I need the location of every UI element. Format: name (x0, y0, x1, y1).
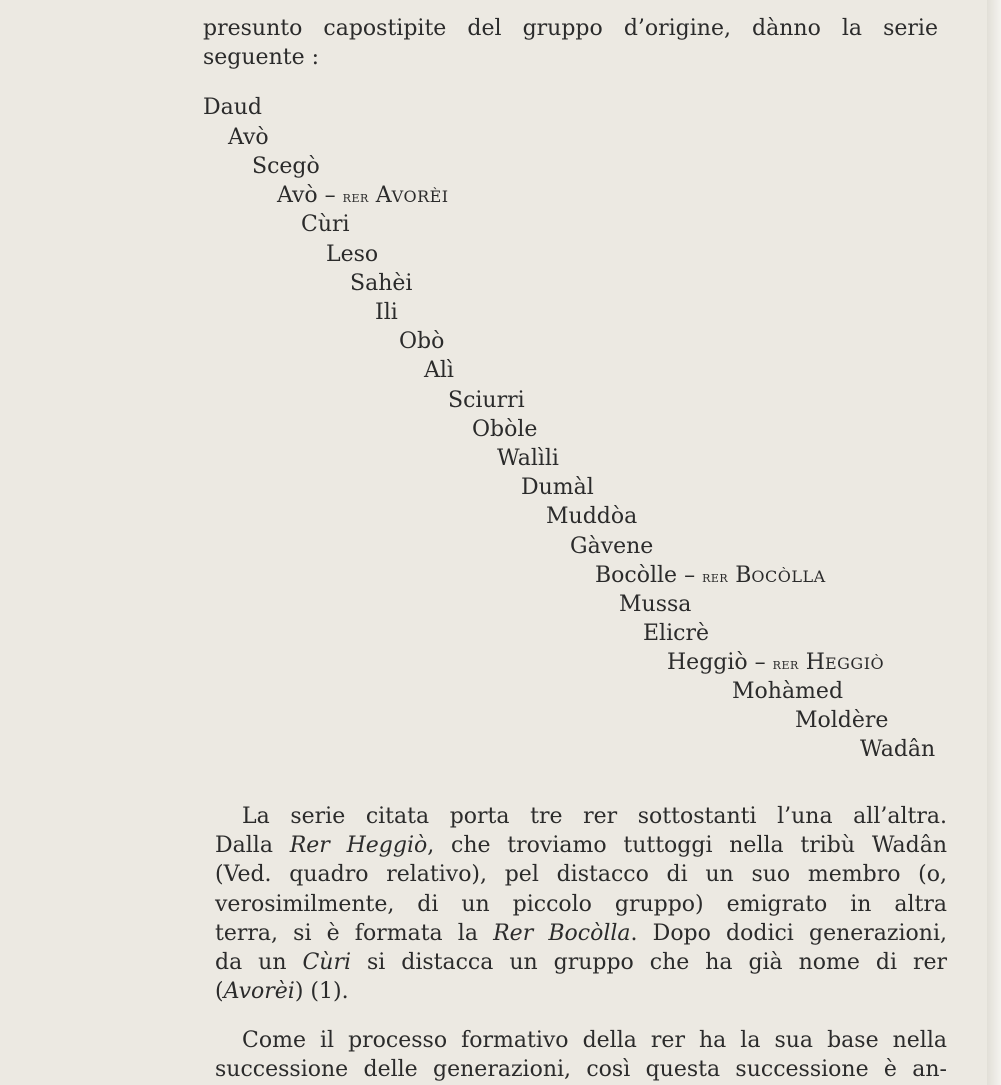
genealogy-entry: Moldère (795, 708, 889, 733)
paragraph-2-line-1: Come il processo formativo della rer ha la sua base nella (242, 1028, 947, 1053)
paragraph-1-line-7: (Avorèi) (1). (215, 979, 349, 1004)
rer-label: rer (772, 654, 799, 673)
paragraph-1-line-1: La serie citata porta tre rer sottostanti l’una all’altra. (242, 804, 947, 829)
genealogy-entry (595, 561, 826, 592)
genealogy-entry: Gàvene (570, 534, 654, 559)
rer-name-rest: OCÒLLA (751, 567, 826, 586)
genealogy-entry: Dumàl (521, 475, 594, 500)
rer-label: rer (342, 187, 369, 206)
genealogy-entry: Scegò (252, 154, 320, 179)
paragraph-1-line-6: da un Cùri si distacca un gruppo che ha già nome di rer (215, 950, 947, 975)
intro-line-1: presunto capostipite del gruppo d’origine, dànno la serie (203, 16, 938, 41)
rer-label: rer (702, 567, 729, 586)
paragraph-1-line-2: Dalla Rer Heggiò, che troviamo tuttoggi nella tribù Wadân (215, 833, 947, 858)
genealogy-name: Bocòlle (595, 563, 678, 588)
genealogy-entry: Obò (399, 329, 445, 354)
rer-name-cap: A (375, 183, 392, 208)
genealogy-entry: Daud (203, 95, 263, 120)
genealogy-separator: – (747, 650, 773, 675)
genealogy-entry: Ili (375, 300, 398, 325)
genealogy-entry: Avò (228, 125, 269, 150)
genealogy-entry: Cùri (301, 212, 350, 237)
page-edge-shadow (987, 0, 1001, 1085)
genealogy-name: Heggiò (667, 650, 748, 675)
paragraph-1-line-3: (Ved. quadro relativo), pel distacco di un suo membro (o, (215, 862, 947, 887)
genealogy-entry: Alì (424, 358, 454, 383)
rer-name-rest: VORÈI (391, 187, 449, 206)
genealogy-entry: Wadân (860, 737, 936, 762)
paragraph-2-line-2: successione delle generazioni, così questa successione è an- (215, 1057, 947, 1082)
genealogy-entry: Sahèi (350, 271, 413, 296)
rer-name-cap: B (735, 563, 752, 588)
genealogy-separator: – (317, 183, 343, 208)
genealogy-entry: Mohàmed (732, 679, 844, 704)
genealogy-entry: Elicrè (643, 621, 709, 646)
genealogy-entry: Mussa (619, 592, 692, 617)
genealogy-entry: Leso (326, 242, 379, 267)
genealogy-entry: Sciurri (448, 388, 525, 413)
genealogy-entry: Obòle (472, 417, 538, 442)
rer-name-rest: EGGIÒ (824, 654, 885, 673)
paragraph-1-line-5: terra, si è formata la Rer Bocòlla. Dopo dodici generazioni, (215, 921, 947, 946)
intro-line-2: seguente : (203, 45, 320, 70)
paragraph-1-line-4: verosimilmente, di un piccolo gruppo) emigrato in altra (215, 892, 947, 917)
genealogy-entry: Muddòa (546, 504, 638, 529)
genealogy-entry (277, 181, 449, 212)
genealogy-separator: – (677, 563, 703, 588)
genealogy-name: Avò (277, 183, 318, 208)
genealogy-entry: Walìli (497, 446, 559, 471)
genealogy-entry (667, 648, 884, 679)
rer-name-cap: H (805, 650, 825, 675)
